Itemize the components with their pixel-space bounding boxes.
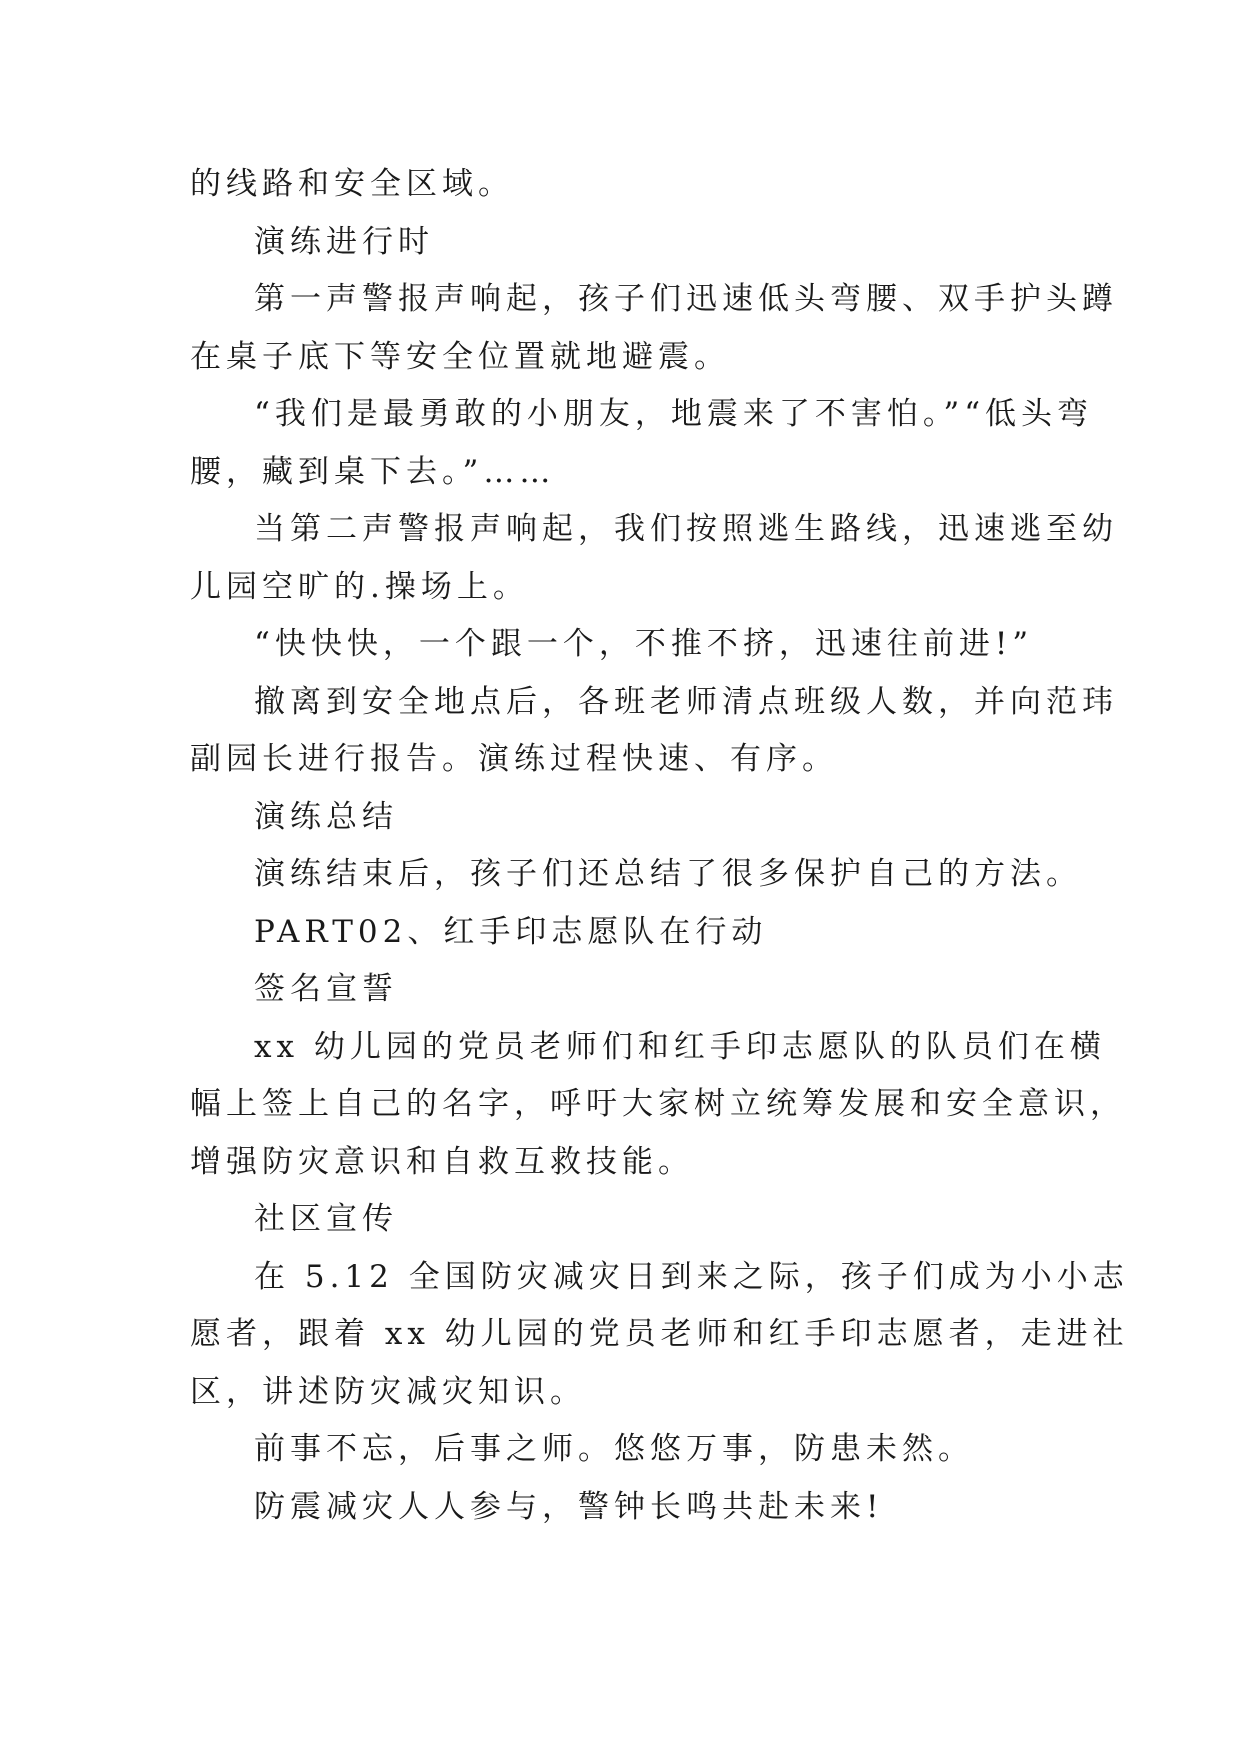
text-line: 幅上签上自己的名字，呼吁大家树立统筹发展和安全意识， [190,1086,1126,1122]
text-line: 在桌子底下等安全位置就地避震。 [190,338,730,375]
paragraph [190,386,1094,501]
paragraph [190,1019,1126,1192]
text-line: 在 5.12 全国防灾减灾日到来之际，孩子们成为小小志 [254,1258,1129,1295]
paragraph [190,674,1118,789]
text-line: 撤离到安全地点后，各班老师清点班级人数，并向范玮 [254,683,1118,720]
section-heading [190,904,1070,962]
section-heading [190,1191,1070,1249]
text-line: 演练总结 [254,798,398,835]
paragraph [190,1421,1070,1479]
text-line: 的线路和安全区域。 [190,166,514,202]
text-line: 签名宣誓 [254,971,398,1007]
text-line: 愿者，跟着 xx 幼儿园的党员老师和红手印志愿者，走进社 [190,1316,1129,1352]
paragraph [190,501,1118,616]
section-heading [190,214,1070,272]
text-line: 第一声警报声响起，孩子们迅速低头弯腰、双手护头蹲 [254,281,1118,317]
text-line: 腰，藏到桌下去。”…… [190,453,556,490]
paragraph [190,156,1070,214]
text-line: PART02、红手印志愿队在行动 [254,913,768,950]
text-line: 儿园空旷的.操场上。 [190,568,529,605]
text-line: “我们是最勇敢的小朋友，地震来了不害怕。”“低头弯 [254,396,1094,432]
text-line: xx 幼儿园的党员老师们和红手印志愿队的队员们在横 [254,1028,1106,1065]
paragraph [190,1479,1070,1537]
text-line: 防震减灾人人参与，警钟长鸣共赴未来! [254,1488,884,1525]
text-line: 演练进行时 [254,223,434,260]
text-line: 副园长进行报告。演练过程快速、有序。 [190,741,838,777]
section-heading [190,789,1070,847]
paragraph [190,616,1070,674]
document-body [190,156,1129,1536]
paragraph [190,846,1082,904]
text-line: 社区宣传 [254,1201,398,1237]
text-line: 演练结束后，孩子们还总结了很多保护自己的方法。 [254,856,1082,892]
text-line: 增强防灾意识和自救互救技能。 [190,1143,694,1180]
paragraph [190,1249,1129,1422]
text-line: “快快快，一个跟一个，不推不挤，迅速往前进!” [254,626,1034,662]
text-line: 前事不忘，后事之师。悠悠万事，防患未然。 [254,1431,974,1467]
paragraph [190,271,1118,386]
text-line: 当第二声警报声响起，我们按照逃生路线，迅速逃至幼 [254,511,1118,547]
section-heading [190,961,1070,1019]
text-line: 区，讲述防灾减灾知识。 [190,1373,586,1410]
